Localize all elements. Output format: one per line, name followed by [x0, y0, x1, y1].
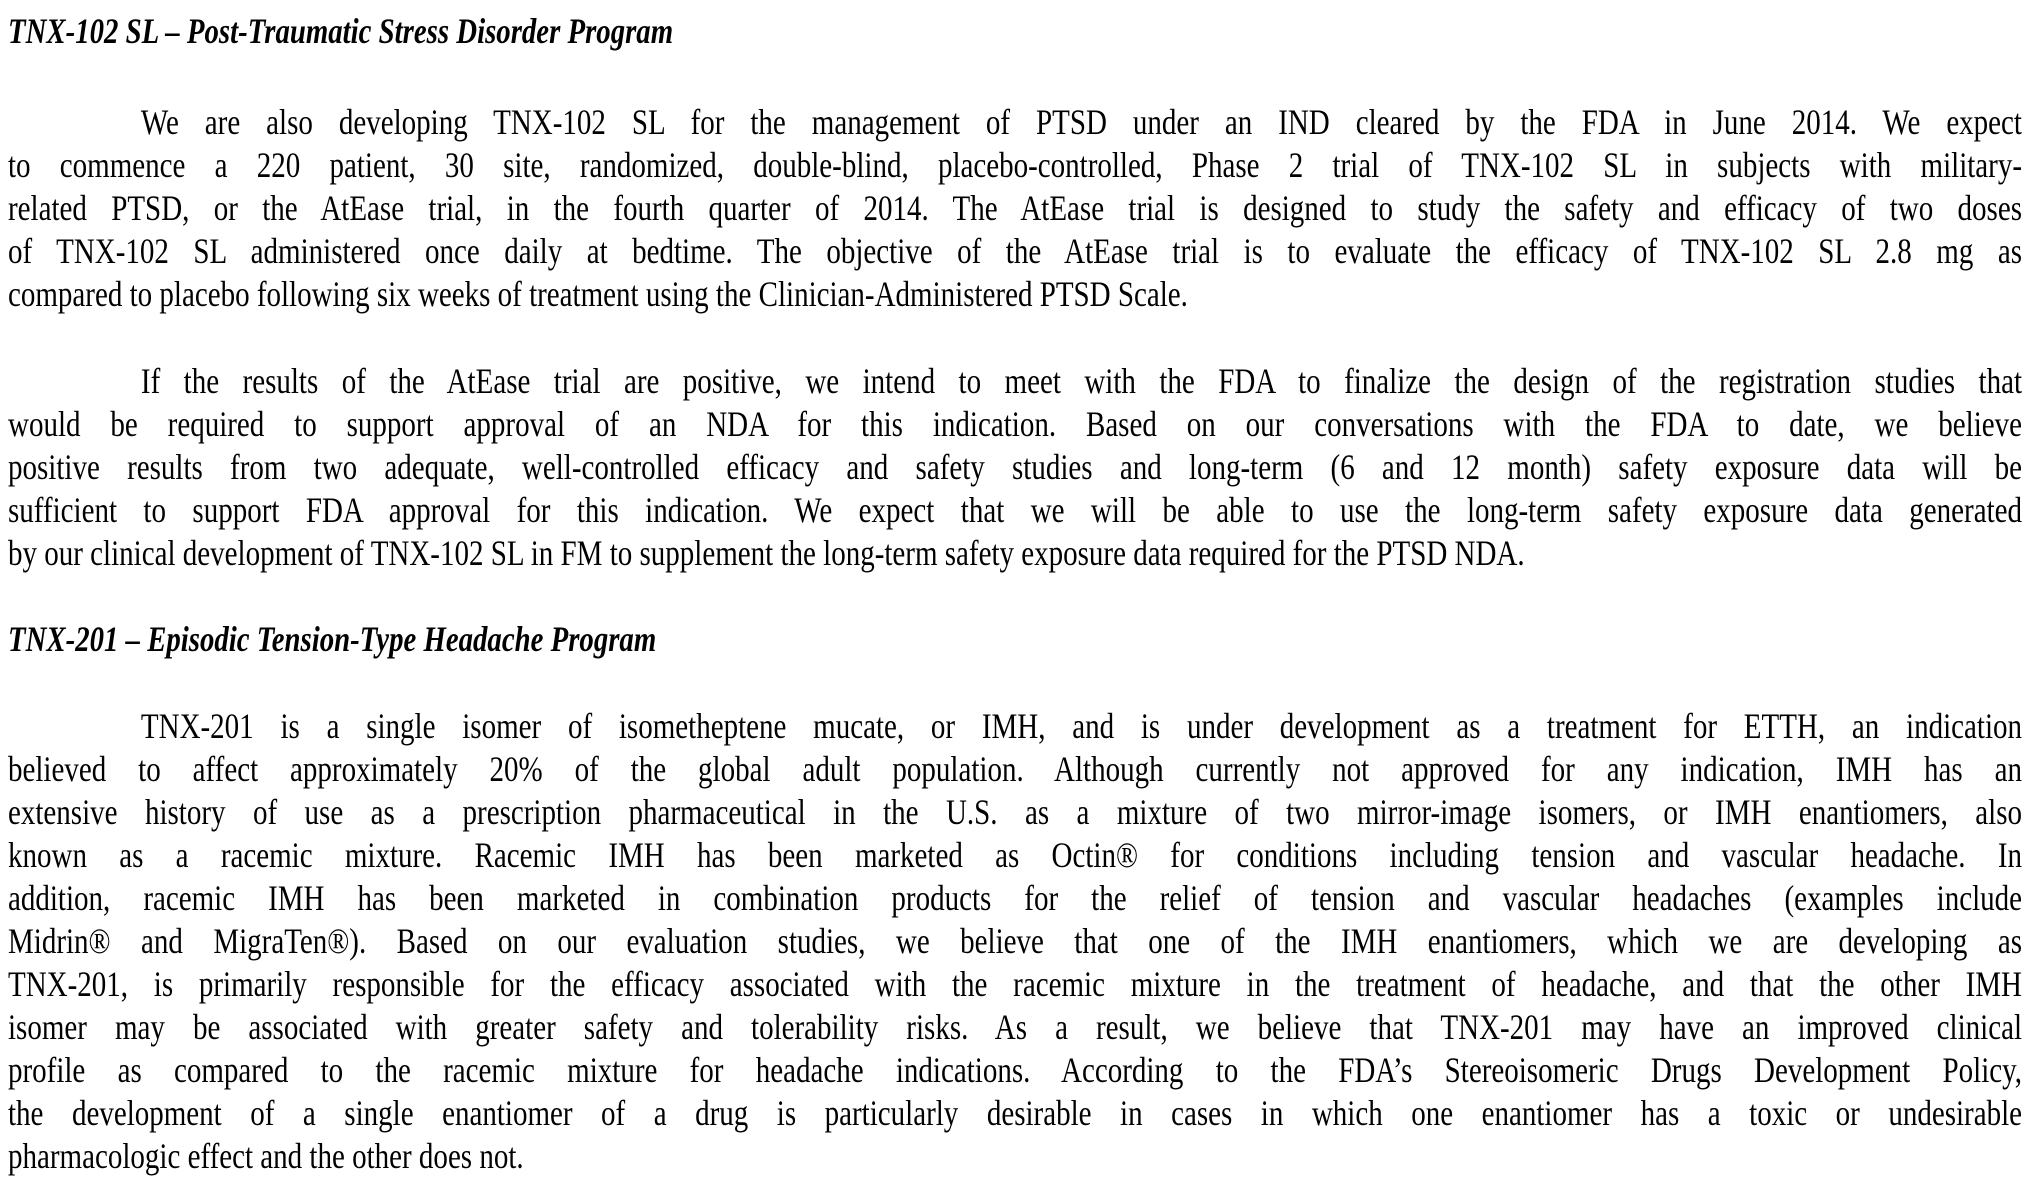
text-line: related PTSD, or the AtEase trial, in the fourth quarter of 2014. The AtEase trial is designed to study the safety and efficacy of two doses: [8, 188, 2022, 228]
text-line: the development of a single enantiomer of a drug is particularly desirable in cases in which one enantiomer has a toxic or undesirable: [8, 1093, 2022, 1133]
text-line: positive results from two adequate, well-controlled efficacy and safety studies and long-term (6 and 12 month) safety exposure data will be: [8, 447, 2022, 487]
text-line: If the results of the AtEase trial are positive, we intend to meet with the FDA to finalize the design of the registration studies that: [140, 361, 2023, 401]
text-line: of TNX-102 SL administered once daily at bedtime. The objective of the AtEase trial is to evaluate the efficacy of TNX-102 SL 2.8 mg as: [8, 231, 2022, 271]
text-line: addition, racemic IMH has been marketed in combination products for the relief of tension and vascular headaches (examples include: [8, 878, 2022, 918]
text-line: pharmacologic effect and the other does not.: [8, 1136, 524, 1176]
text-line: compared to placebo following six weeks of treatment using the Clinician-Administered PTSD Scale.: [8, 274, 1188, 314]
text-line: profile as compared to the racemic mixture for headache indications. According to the FDA’s Stereoisomeric Drugs Development Policy,: [8, 1050, 2022, 1090]
text-line: TNX-201 is a single isomer of isometheptene mucate, or IMH, and is under development as a treatment for ETTH, an indication: [140, 706, 2023, 746]
text-line: sufficient to support FDA approval for this indication. We expect that we will be able to use the long-term safety exposure data generated: [8, 490, 2022, 530]
text-line: known as a racemic mixture. Racemic IMH has been marketed as Octin® for conditions including tension and vascular headache. In: [8, 835, 2022, 875]
text-line: isomer may be associated with greater safety and tolerability risks. As a result, we believe that TNX-201 may have an improved clinical: [8, 1007, 2022, 1047]
paragraph-ptsd-development: [8, 101, 2022, 316]
text-line: to commence a 220 patient, 30 site, randomized, double-blind, placebo-controlled, Phase 2 trial of TNX-102 SL in subjects with military-: [8, 145, 2022, 185]
text-line: would be required to support approval of an NDA for this indication. Based on our conversations with the FDA to date, we believe: [8, 404, 2022, 444]
paragraph-ptsd-registration: [8, 360, 2022, 575]
text-line: We are also developing TNX-102 SL for the management of PTSD under an IND cleared by the FDA in June 2014. We expect: [140, 102, 2023, 142]
text-line: believed to affect approximately 20% of the global adult population. Although currently not approved for any indication, IMH has an: [8, 749, 2022, 789]
text-line: by our clinical development of TNX-102 SL in FM to supplement the long-term safety exposure data required for the PTSD NDA.: [8, 533, 1525, 573]
text-line: extensive history of use as a prescription pharmaceutical in the U.S. as a mixture of two mirror-image isomers, or IMH enantiomers, also: [8, 792, 2022, 832]
text-line: Midrin® and MigraTen®). Based on our evaluation studies, we believe that one of the IMH enantiomers, which we are developing as: [8, 921, 2022, 961]
section-heading-ptsd: TNX-102 SL – Post-Traumatic Stress Disorder Program: [8, 11, 674, 51]
text-line: TNX-201, is primarily responsible for the efficacy associated with the racemic mixture in the treatment of headache, and that the other IMH: [8, 964, 2022, 1004]
paragraph-tnx201: [8, 705, 2022, 1178]
section-heading-etth: TNX-201 – Episodic Tension-Type Headache Program: [8, 619, 657, 659]
